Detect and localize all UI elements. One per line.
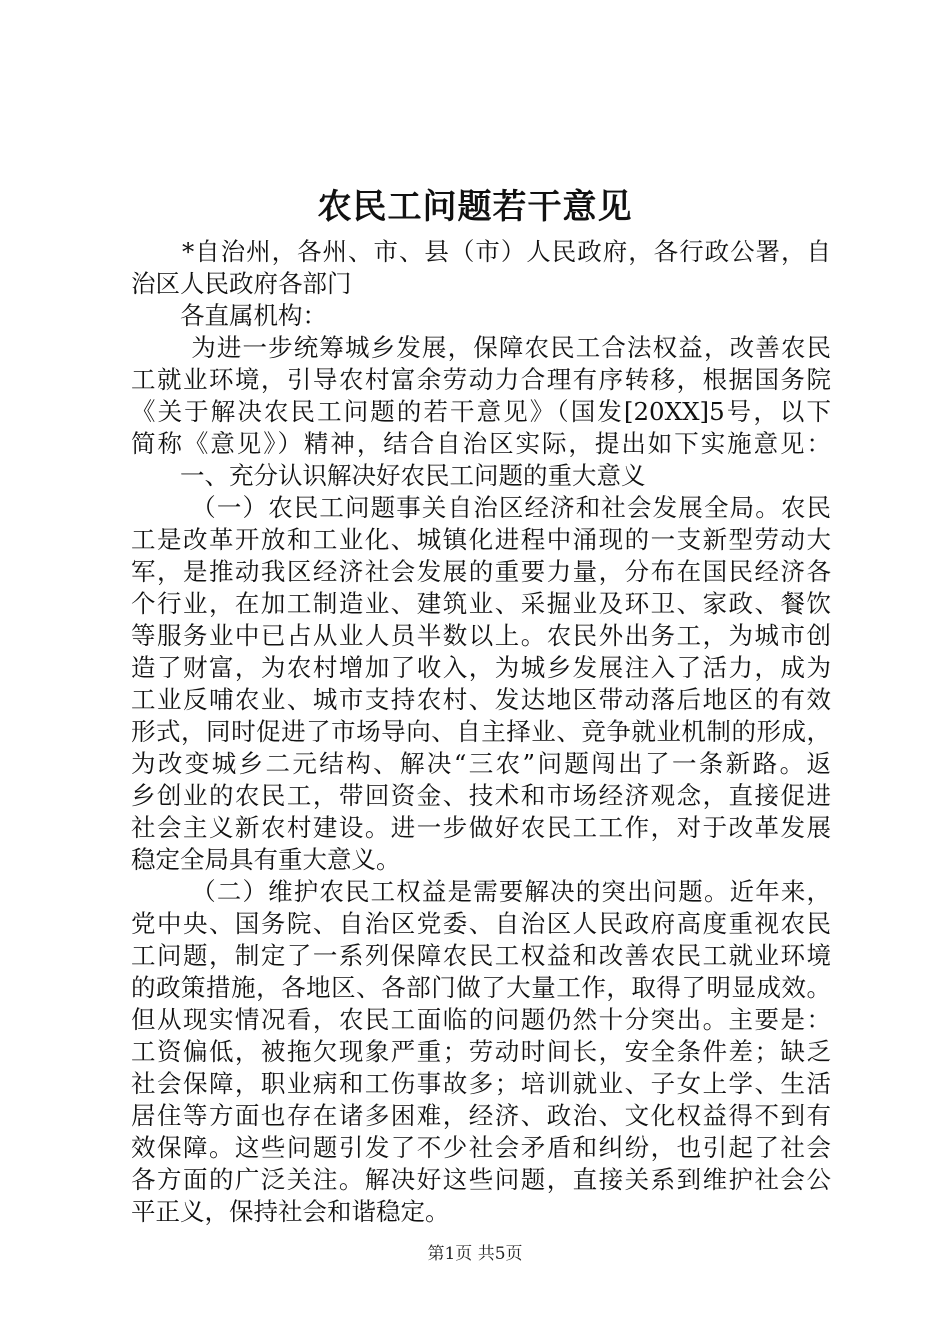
body-line: 工就业环境，引导农村富余劳动力合理有序转移，根据国务院 xyxy=(131,365,831,394)
body-line: 各方面的广泛关注。解决好这些问题，直接关系到维护社会公 xyxy=(131,1165,831,1194)
body-line: 治区人民政府各部门 xyxy=(131,269,352,298)
body-line: 居住等方面也存在诸多困难，经济、政治、文化权益得不到有 xyxy=(131,1101,831,1130)
body-line: 工业反哺农业、城市支持农村、发达地区带动落后地区的有效 xyxy=(131,685,831,714)
body-line: 为进一步统筹城乡发展，保障农民工合法权益，改善农民 xyxy=(131,333,831,362)
body-line: 为改变城乡二元结构、解决“三农”问题闯出了一条新路。返 xyxy=(131,749,831,778)
body-line: 各直属机构： xyxy=(131,301,327,330)
body-line: 等服务业中已占从业人员半数以上。农民外出务工，为城市创 xyxy=(131,621,831,650)
body-line: （二）维护农民工权益是需要解决的突出问题。近年来， xyxy=(131,877,831,906)
body-line: 简称《意见》）精神，结合自治区实际，提出如下实施意见： xyxy=(131,429,831,458)
body-line: *自治州，各州、市、县（市）人民政府，各行政公署，自 xyxy=(131,237,831,266)
page-number-footer: 第1页 共5页 xyxy=(427,1244,523,1264)
body-line: 形式，同时促进了市场导向、自主择业、竞争就业机制的形成， xyxy=(131,717,831,746)
body-line: （一）农民工问题事关自治区经济和社会发展全局。农民 xyxy=(131,493,831,522)
body-line: 工问题，制定了一系列保障农民工权益和改善农民工就业环境 xyxy=(131,941,831,970)
body-line: 工是改革开放和工业化、城镇化进程中涌现的一支新型劳动大 xyxy=(131,525,831,554)
body-line: 平正义，保持社会和谐稳定。 xyxy=(131,1197,450,1226)
body-line: 效保障。这些问题引发了不少社会矛盾和纠纷，也引起了社会 xyxy=(131,1133,831,1162)
body-line: 的政策措施，各地区、各部门做了大量工作，取得了明显成效。 xyxy=(131,973,831,1002)
body-line: 社会主义新农村建设。进一步做好农民工工作，对于改革发展 xyxy=(131,813,831,842)
section-heading: 一、充分认识解决好农民工问题的重大意义 xyxy=(131,461,646,490)
body-line: 军，是推动我区经济社会发展的重要力量，分布在国民经济各 xyxy=(131,557,831,586)
body-line: 党中央、国务院、自治区党委、自治区人民政府高度重视农民 xyxy=(131,909,831,938)
body-line: 但从现实情况看，农民工面临的问题仍然十分突出。主要是： xyxy=(131,1005,831,1034)
document-title: 农民工问题若干意见 xyxy=(317,187,633,227)
body-line: 《关于解决农民工问题的若干意见》（国发[20XX]5号，以下 xyxy=(131,397,831,426)
body-line: 稳定全局具有重大意义。 xyxy=(131,845,401,874)
body-line: 社会保障，职业病和工伤事故多；培训就业、子女上学、生活 xyxy=(131,1069,831,1098)
body-line: 乡创业的农民工，带回资金、技术和市场经济观念，直接促进 xyxy=(131,781,831,810)
body-line: 造了财富，为农村增加了收入，为城乡发展注入了活力，成为 xyxy=(131,653,831,682)
body-line: 工资偏低，被拖欠现象严重；劳动时间长，安全条件差；缺乏 xyxy=(131,1037,831,1066)
body-line: 个行业，在加工制造业、建筑业、采掘业及环卫、家政、餐饮 xyxy=(131,589,831,618)
